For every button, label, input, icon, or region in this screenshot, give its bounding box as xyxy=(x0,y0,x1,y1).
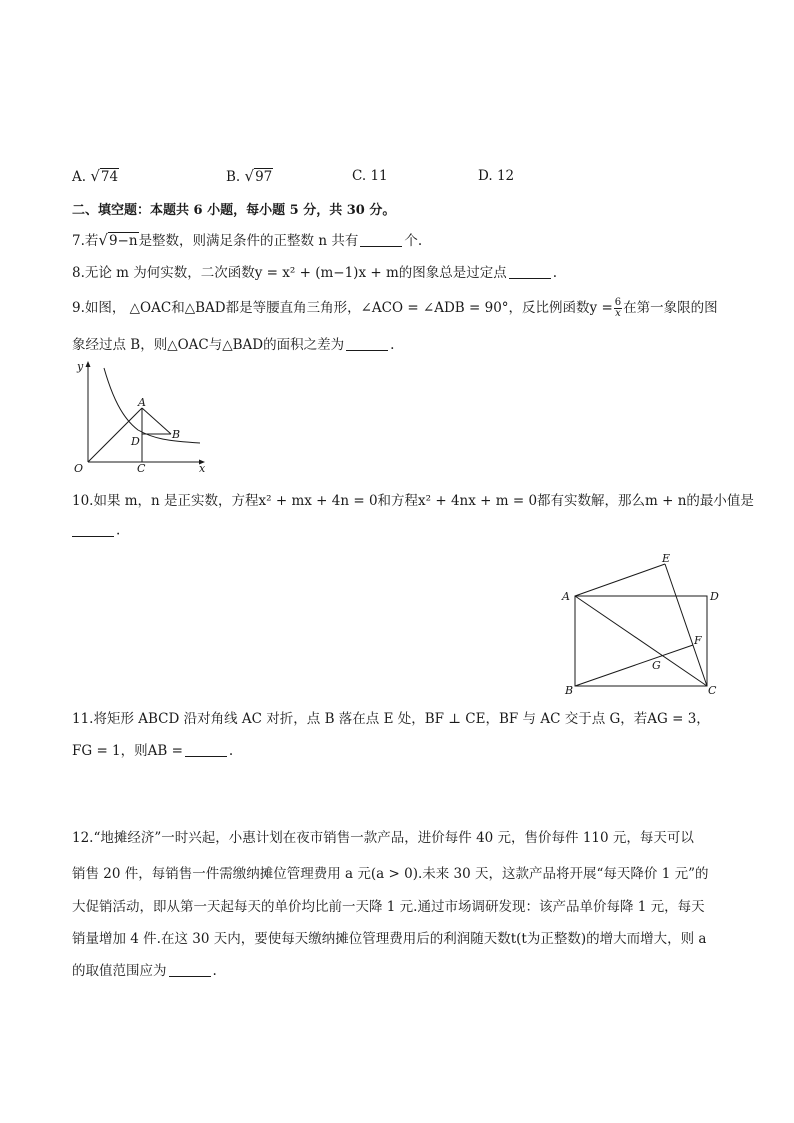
sqrt-74: √74 xyxy=(90,167,119,185)
question-10-line2: . xyxy=(72,522,120,539)
answer-blank[interactable] xyxy=(169,963,211,978)
question-12-line1: 12.“地摊经济”一时兴起，小惠计划在夜市销售一款产品，进价每件 40 元，售价每件 110 元，每天可以 xyxy=(72,830,694,846)
fraction-6-over-x: $\frac{6}{x}$ xyxy=(614,297,622,319)
question-8: 8.无论 m 为何实数，二次函数y = x² + (m−1)x + m的图象总是过定点 . xyxy=(72,265,558,281)
label-C: C xyxy=(708,684,717,697)
question-12-line5: 的取值范围应为 . xyxy=(72,963,217,979)
option-d: D. 12 xyxy=(478,168,515,184)
segment-AE xyxy=(575,564,665,596)
label-D: D xyxy=(131,435,140,448)
label-C: C xyxy=(137,462,146,475)
option-b: B. √97 xyxy=(226,167,273,185)
label-E: E xyxy=(662,552,671,565)
diagonal-AC xyxy=(575,596,707,686)
answer-blank[interactable] xyxy=(185,743,227,758)
segment-AB xyxy=(142,408,171,434)
label-y: y xyxy=(77,360,84,373)
section-heading: 二、填空题：本题共 6 小题，每小题 5 分，共 30 分。 xyxy=(72,203,396,218)
label-A: A xyxy=(138,396,146,409)
label-G: G xyxy=(652,659,661,672)
question-11-line1: 11.将矩形 ABCD 沿对角线 AC 对折，点 B 落在点 E 处，BF ⊥ CE，BF 与 AC 交于点 G，若AG = 3， xyxy=(72,711,710,727)
label-x: x xyxy=(199,462,206,475)
question-7: 7.若√9−n是整数，则满足条件的正整数 n 共有 个. xyxy=(72,231,423,249)
figure-q11 xyxy=(556,548,736,698)
option-a: A. √74 xyxy=(72,167,119,185)
question-12-line2: 销售 20 件，每销售一件需缴纳摊位管理费用 a 元(a > 0).未来 30 天，这款产品将开展“每天降价 1 元”的 xyxy=(72,866,709,882)
question-11-line2: FG = 1，则AB = . xyxy=(72,743,234,759)
segment-BF xyxy=(575,645,693,686)
answer-blank[interactable] xyxy=(509,265,551,280)
label-D: D xyxy=(710,590,719,603)
question-9-line1: 9.如图， △OAC和△BAD都是等腰直角三角形，∠ACO = ∠ADB = 90°，反比例函数y = $\frac{6}{x}$ 在第一象限的图 xyxy=(72,297,718,319)
label-F: F xyxy=(694,634,702,647)
sqrt-97: √97 xyxy=(244,167,273,185)
answer-blank[interactable] xyxy=(72,522,114,537)
y-axis-arrow xyxy=(86,361,91,367)
segment-EC xyxy=(665,564,707,686)
question-9-line2: 象经过点 B，则△OAC与△BAD的面积之差为 . xyxy=(72,337,395,353)
question-12-line4: 销量增加 4 件.在这 30 天内，要使每天缴纳摊位管理费用后的利润随天数t(t为正整数)的增大而增大，则 a xyxy=(72,931,707,947)
label-O: O xyxy=(74,462,84,475)
sqrt-9-minus-n: √9−n xyxy=(98,231,138,249)
figure-q9 xyxy=(68,356,218,476)
answer-blank[interactable] xyxy=(346,337,388,352)
question-12-line3: 大促销活动，即从第一天起每天的单价均比前一天降 1 元.通过市场调研发现：该产品单价每降 1 元，每天 xyxy=(72,899,705,915)
label-B: B xyxy=(565,684,574,697)
label-B: B xyxy=(172,428,181,441)
label-A: A xyxy=(562,590,570,603)
answer-blank[interactable] xyxy=(360,233,402,248)
option-c: C. 11 xyxy=(352,168,388,184)
question-10-line1: 10.如果 m，n 是正实数，方程x² + mx + 4n = 0和方程x² + 4nx + m = 0都有实数解，那么m + n的最小值是 xyxy=(72,493,754,509)
